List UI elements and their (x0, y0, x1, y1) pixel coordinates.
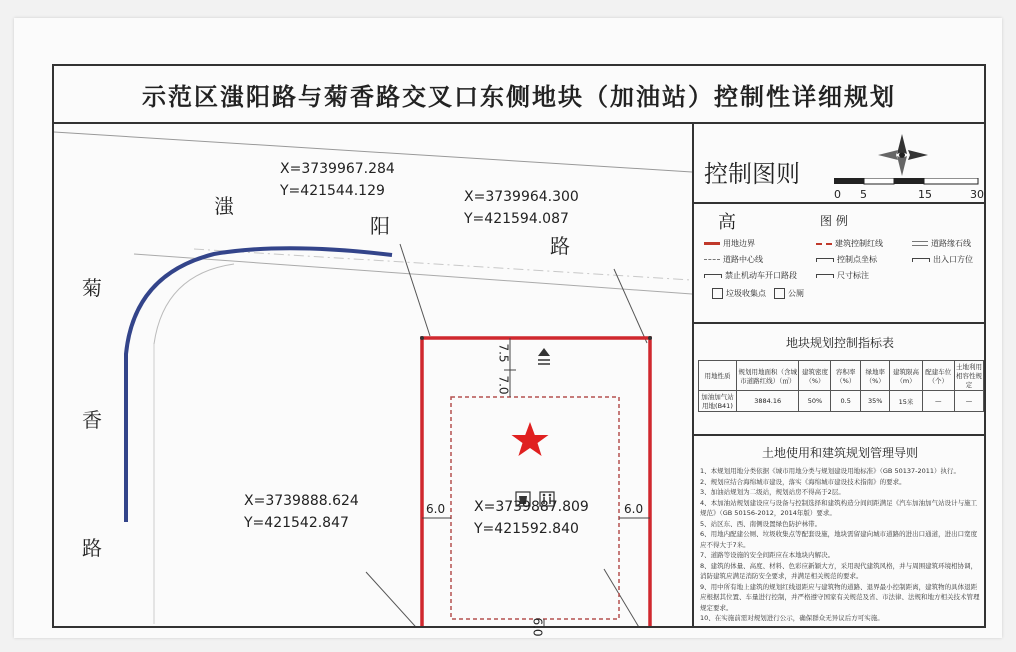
control-point (420, 336, 424, 340)
table-header-cell: 规划用地面积（含城市道路红线）（㎡） (736, 361, 799, 391)
legend-item (816, 254, 877, 265)
legend-label: 道路缘石线 (931, 239, 971, 248)
control-title-section (694, 124, 986, 204)
legend-label: 出入口方位 (933, 255, 973, 264)
coord-callout-nw (280, 158, 395, 202)
page-title: 示范区滍阳路与菊香路交叉口东侧地块（加油站）控制性详细规划 (142, 82, 896, 111)
scale-tick-15: 15 (918, 188, 932, 201)
drawing-frame (52, 64, 986, 637)
dim-bottom: 6.0 (530, 617, 545, 637)
legend-label: 禁止机动车开口路段 (725, 271, 797, 280)
table-header-cell: 绿地率（%） (860, 361, 890, 391)
table-header-cell: 容积率（%） (831, 361, 861, 391)
coord-callout-sw (244, 490, 359, 534)
table-cell: 15米 (890, 391, 922, 412)
legend-item (774, 288, 804, 299)
road-label-zhiyang-1: 滍 (214, 194, 234, 218)
table-cell: 3884.16 (736, 391, 799, 412)
table-header-cell: 建筑密度（%） (799, 361, 831, 391)
road-label-juxiang-1: 菊 (82, 276, 102, 300)
legend-swatch (712, 288, 723, 299)
road-curb-arc (126, 248, 392, 522)
legend-label: 公厕 (788, 289, 804, 298)
table-row (699, 391, 984, 412)
leader-line (400, 244, 430, 336)
north-arrow-icon (874, 130, 934, 180)
scale-tick-30: 30 (970, 188, 984, 201)
leader-line (614, 269, 647, 343)
guide-item: 1、本规划用地分类依据《城市用地分类与规划建设用地标准》（GB 50137-2011）执行。 (700, 467, 961, 475)
coord-x: X=3739888.624 (244, 493, 359, 509)
scale-bar (834, 178, 984, 188)
scale-tick-0: 0 (834, 188, 841, 201)
table-cell: 35% (860, 391, 890, 412)
legend-label: 道路中心线 (723, 255, 763, 264)
guide-item: 2、规划应结合海绵城市建设，落实《海绵城市建设技术指南》的要求。 (700, 477, 906, 486)
coord-x: X=3739964.300 (464, 189, 579, 205)
coord-x: X=3739887.809 (474, 499, 589, 515)
legend-item (816, 270, 869, 281)
dim-right: 6.0 (624, 502, 644, 516)
legend-swatch (704, 259, 720, 260)
legend-swatch (912, 258, 930, 262)
guide-item: 10、在实施前需对规划进行公示，确保群众无异议后方可实施。 (700, 614, 884, 622)
table-header-cell: 配建车位（个） (922, 361, 954, 391)
control-point (648, 336, 652, 340)
legend-swatch (704, 242, 720, 245)
legend-title: 图 例 (820, 214, 848, 228)
legend-header: 高 (718, 212, 736, 233)
table-header-cell: 建筑限高（m） (890, 361, 922, 391)
legend-item (712, 288, 766, 299)
guide-item: 5、站区东、西、南侧设置绿色防护林带。 (700, 519, 822, 528)
guide-section (694, 436, 986, 626)
legend-label: 垃圾收集点 (726, 289, 766, 298)
legend-label: 尺寸标注 (837, 271, 869, 280)
dim-left: 6.0 (426, 502, 446, 516)
legend-section (694, 204, 986, 324)
legend-swatch (704, 274, 722, 278)
entrance-arrow-icon (538, 348, 550, 356)
guide-item: 8、建筑的体量、高度、材料、色彩应新颖大方，采用现代建筑风格，并与周围建筑环境相协调，消防建筑应满足消防安全要求，并满足相关规范的要求。 (700, 561, 978, 580)
legend-swatch (816, 243, 832, 245)
legend-label: 用地边界 (723, 239, 755, 248)
guide-item: 4、本加油站规划建设应与设备与控制选择和建筑构造分间间距满足《汽车加油加气站设计与施工规范》（GB 50156-2012，2014年版）要求。 (700, 498, 978, 517)
road-label-juxiang-3: 路 (82, 536, 102, 560)
dim-top-outer: 7.5 (496, 343, 511, 363)
table-cell: 50% (799, 391, 831, 412)
road-label-zhiyang-2: 阳 (370, 214, 390, 238)
table-cell: 加油加气站用地(B41) (699, 391, 737, 412)
leader-line (604, 569, 646, 626)
map-area (54, 124, 692, 637)
control-title: 控制图则 (704, 160, 800, 188)
coord-x: X=3739967.284 (280, 161, 395, 177)
coord-y: Y=421542.847 (244, 515, 349, 531)
legend-swatch (912, 241, 928, 246)
legend-item (704, 254, 763, 265)
guide-item: 3、加油站规划为二级站，规划站房不得高于2层。 (700, 488, 845, 496)
plot-boundary (422, 338, 650, 626)
legend-item (912, 238, 971, 249)
legend-label: 控制点坐标 (837, 255, 877, 264)
control-table (698, 360, 984, 412)
legend-item (912, 254, 973, 265)
legend-item (704, 238, 755, 249)
right-panel (692, 124, 986, 626)
guide-title: 土地使用和建筑规划管理导则 (761, 446, 918, 460)
table-cell: — (954, 391, 983, 412)
road-label-zhiyang-3: 路 (550, 234, 570, 258)
road-label-juxiang-2: 香 (82, 408, 102, 432)
coord-callout-se (474, 496, 589, 540)
legend-swatch (816, 258, 834, 262)
guide-item: 6、用地内配建公厕、垃圾收集点等配套设施，地块需留建向城市道路的进出口通道，进出口宽度应不得大于7米。 (700, 530, 978, 549)
star-icon (512, 422, 549, 456)
table-header-cell: 土地利用相容性规定 (954, 361, 983, 391)
coord-y: Y=421594.087 (464, 211, 569, 227)
coord-callout-ne (464, 186, 579, 230)
legend-item (816, 238, 883, 249)
coord-y: Y=421544.129 (280, 183, 385, 199)
legend-swatch (774, 288, 785, 299)
coord-y: Y=421592.840 (474, 521, 579, 537)
guide-list (700, 466, 982, 624)
table-cell: — (922, 391, 954, 412)
legend-label: 建筑控制红线 (835, 239, 883, 248)
control-table-section (694, 324, 986, 436)
legend-item (704, 270, 797, 281)
leader-line (366, 572, 424, 626)
road-edge-line (134, 254, 692, 294)
table-cell: 0.5 (831, 391, 861, 412)
table-header-row (699, 361, 984, 391)
road-curb-curve (154, 264, 234, 604)
control-table-title: 地块规划控制指标表 (785, 336, 894, 350)
guide-item: 9、用中所有地上建筑的规划红线退距应与建筑物的道路、退界最小控制距离，建筑物的具体退距应根据其位置、车量进行控制，并严格遵守国家有关规范及省、市法律、法规和地方相关技术管理规定要求。 (700, 582, 980, 612)
guide-item: 7、道路等设施的安全间距应在本地块内解决。 (700, 551, 835, 559)
title-bar (54, 66, 984, 124)
scale-tick-5: 5 (860, 188, 867, 201)
table-header-cell: 用地性质 (699, 361, 737, 391)
plan-sheet (14, 18, 1002, 638)
dim-top-inner: 7.0 (496, 375, 511, 395)
legend-swatch (816, 274, 834, 278)
